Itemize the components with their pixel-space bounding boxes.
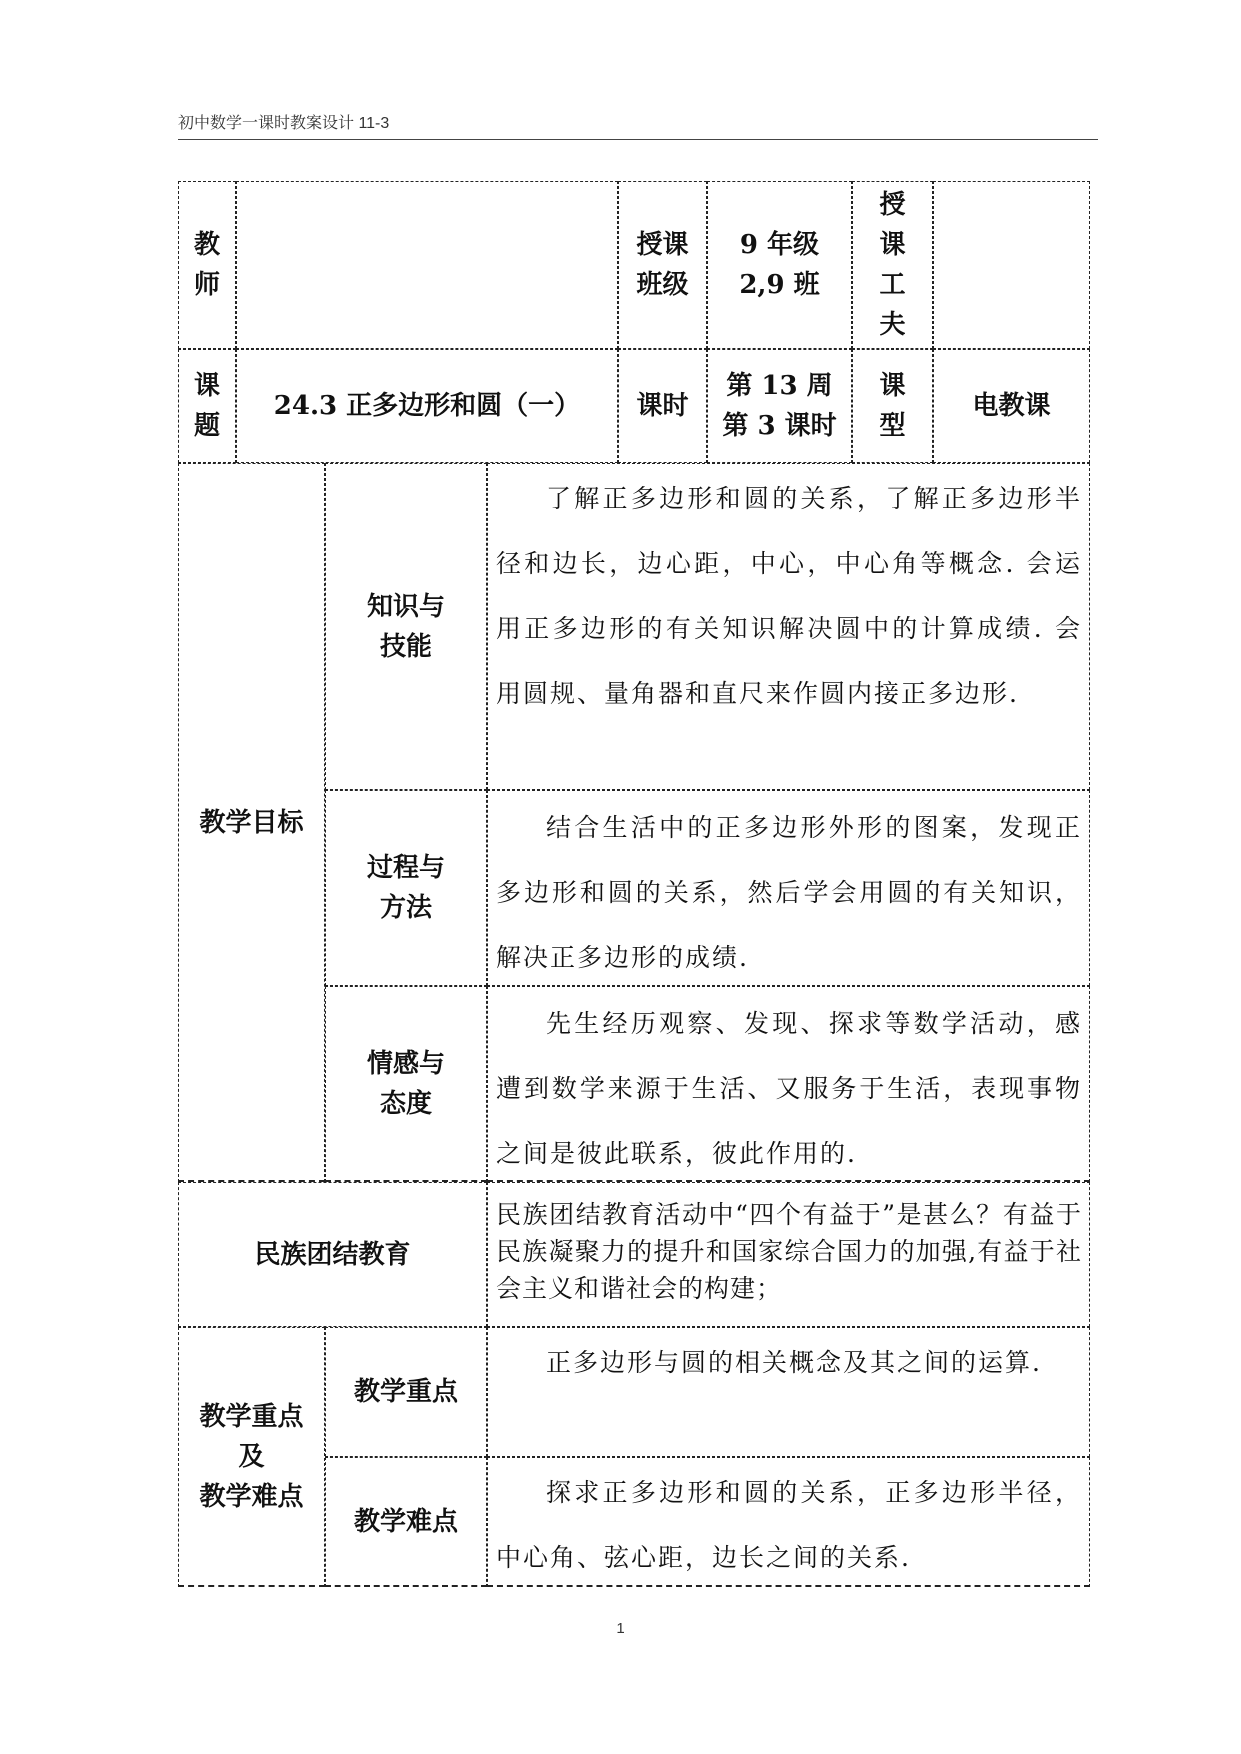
objectives-label: 教学目标 — [199, 807, 304, 838]
document-header: 初中数学一课时教案设计 11-3 — [178, 115, 390, 132]
objective-label-3: 情感与 态度 — [366, 1049, 445, 1119]
class-value: 9 年级 2,9 班 — [739, 230, 820, 300]
period-value: 第 13 周 第 3 课时 — [722, 371, 837, 441]
ethnic-text: 民族团结教育活动中“四个有益于”是甚么？有益于民族凝聚力的提升和国家综合国力的加强,有益于社会主义和谐社会的构建； — [496, 1200, 1082, 1303]
ethnic-label: 民族团结教育 — [254, 1239, 411, 1270]
topic-label: 课 题 — [193, 371, 220, 441]
keypoint-label-2: 教学难点 — [353, 1507, 458, 1537]
objective-label-1: 知识与 技能 — [366, 591, 445, 662]
topic-value: 24.3 正多边形和圆（一） — [273, 391, 581, 421]
objective-text-3: 先生经历观察、发现、探求等数学活动，感遭到数学来源于生活、又服务于生活，表现事物之间是彼此联系，彼此作用的. — [496, 1009, 1082, 1168]
keypoint-label-1: 教学重点 — [353, 1377, 458, 1407]
objective-text-1: 了解正多边形和圆的关系，了解正多边形半径和边长，边心距，中心，中心角等概念. 会运用正多边形的有关知识解决圆中的计算成绩. 会用圆规、量角器和直尺来作圆内接正多边形. — [496, 484, 1082, 708]
type-value: 电教课 — [972, 391, 1051, 421]
keypoints-label: 教学重点 及 教学难点 — [199, 1402, 304, 1512]
period-label: 课时 — [636, 391, 689, 421]
time-label: 授 课 工 夫 — [879, 190, 906, 340]
teacher-label: 教 师 — [193, 230, 220, 300]
time-value — [933, 181, 1090, 349]
objective-label-2: 过程与 方法 — [366, 853, 445, 923]
class-label: 授课 班级 — [636, 230, 689, 300]
type-label: 课 型 — [879, 371, 906, 441]
keypoint-text-1: 正多边形与圆的相关概念及其之间的运算. — [546, 1348, 1042, 1377]
keypoint-text-2: 探求正多边形和圆的关系，正多边形半径，中心角、弦心距，边长之间的关系. — [496, 1478, 1082, 1572]
objective-text-2: 结合生活中的正多边形外形的图案，发现正多边形和圆的关系，然后学会用圆的有关知识，解决正多边形的成绩. — [496, 813, 1082, 972]
page-number: 1 — [616, 1620, 625, 1637]
teacher-value — [236, 181, 618, 349]
